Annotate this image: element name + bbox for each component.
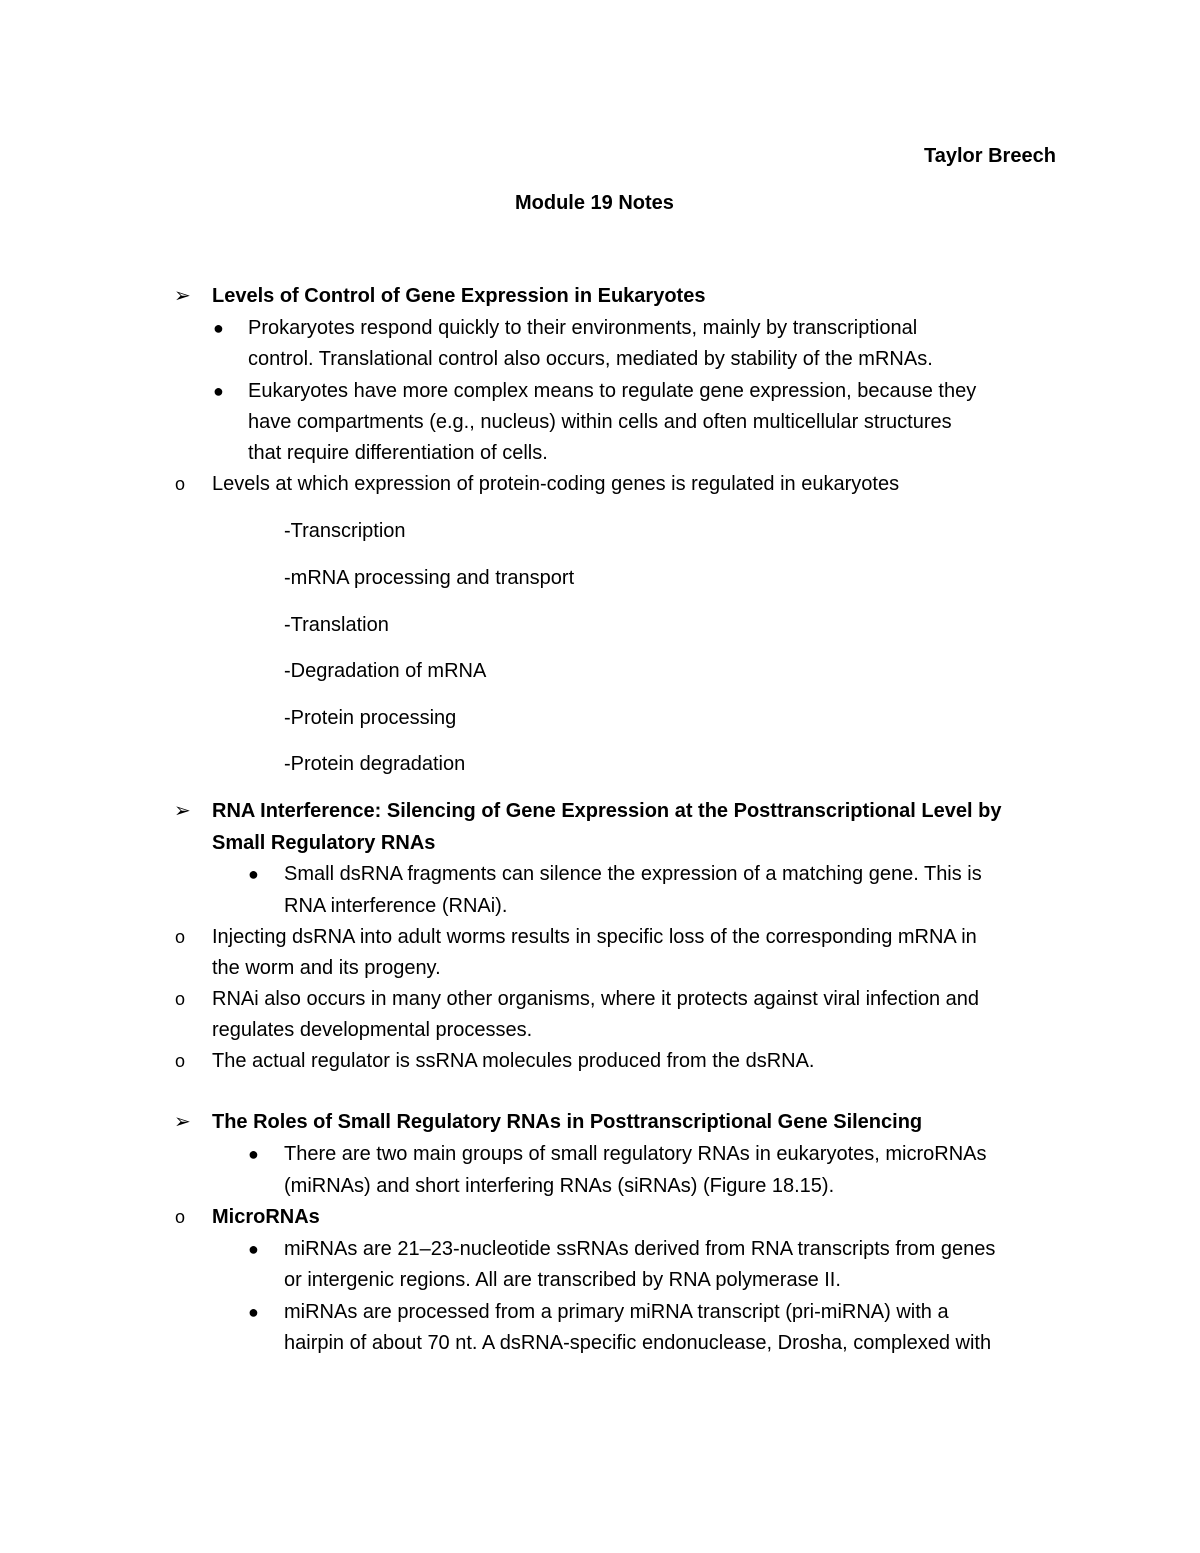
author-name: Taylor Breech — [924, 145, 1056, 167]
bullet-text: (miRNAs) and short interfering RNAs (siRNAs) (Figure 18.15). — [284, 1175, 835, 1197]
bullet-text: control. Translational control also occurs, mediated by stability of the mRNAs. — [248, 348, 933, 370]
bullet-text: or intergenic regions. All are transcribed by RNA polymerase II. — [284, 1269, 841, 1291]
bullet-text: the worm and its progeny. — [212, 957, 441, 979]
sub-heading: Levels at which expression of protein-coding genes is regulated in eukaryotes — [212, 473, 900, 495]
section-heading: Levels of Control of Gene Expression in Eukaryotes — [212, 285, 706, 307]
bullet-text: There are two main groups of small regulatory RNAs in eukaryotes, microRNAs — [284, 1143, 987, 1165]
section-heading: The Roles of Small Regulatory RNAs in Posttranscriptional Gene Silencing — [212, 1111, 923, 1133]
page-title: Module 19 Notes — [515, 192, 674, 214]
dot-bullet-icon: ● — [213, 318, 224, 338]
bullet-text: Small dsRNA fragments can silence the expression of a matching gene. This is — [284, 863, 982, 885]
dot-bullet-icon: ● — [248, 1144, 259, 1164]
level-item: -Protein degradation — [284, 753, 466, 775]
bullet-text: RNA interference (RNAi). — [284, 895, 508, 917]
bullet-text: RNAi also occurs in many other organisms, where it protects against viral infection and — [212, 988, 980, 1010]
bullet-text: have compartments (e.g., nucleus) within cells and often multicellular structures — [248, 411, 952, 433]
circle-bullet-icon: o — [175, 989, 186, 1009]
bullet-text: miRNAs are processed from a primary miRNA transcript (pri-miRNA) with a — [284, 1301, 949, 1323]
arrow-bullet-icon: ➢ — [174, 800, 191, 822]
bullet-text: hairpin of about 70 nt. A dsRNA-specific endonuclease, Drosha, complexed with — [284, 1332, 992, 1354]
level-item: -Translation — [284, 614, 389, 636]
circle-bullet-icon: o — [175, 474, 186, 494]
level-item: -Degradation of mRNA — [284, 660, 487, 682]
level-item: -mRNA processing and transport — [284, 567, 575, 589]
section-heading: Small Regulatory RNAs — [212, 832, 436, 854]
circle-bullet-icon: o — [175, 1051, 186, 1071]
circle-bullet-icon: o — [175, 927, 186, 947]
bullet-text: Injecting dsRNA into adult worms results in specific loss of the corresponding mRNA in — [212, 926, 977, 948]
level-item: -Transcription — [284, 520, 406, 542]
dot-bullet-icon: ● — [248, 1302, 259, 1322]
bullet-text: miRNAs are 21–23-nucleotide ssRNAs derived from RNA transcripts from genes — [284, 1238, 996, 1260]
section-heading: RNA Interference: Silencing of Gene Expression at the Posttranscriptional Level by — [212, 800, 1002, 822]
bullet-text: that require differentiation of cells. — [248, 442, 548, 464]
dot-bullet-icon: ● — [213, 381, 224, 401]
dot-bullet-icon: ● — [248, 1239, 259, 1259]
arrow-bullet-icon: ➢ — [174, 1111, 191, 1133]
level-item: -Protein processing — [284, 707, 457, 729]
sub-heading: MicroRNAs — [212, 1206, 320, 1228]
bullet-text: Eukaryotes have more complex means to regulate gene expression, because they — [248, 380, 977, 402]
bullet-text: regulates developmental processes. — [212, 1019, 533, 1041]
arrow-bullet-icon: ➢ — [174, 285, 191, 307]
bullet-text: Prokaryotes respond quickly to their environments, mainly by transcriptional — [248, 317, 918, 339]
dot-bullet-icon: ● — [248, 864, 259, 884]
bullet-text: The actual regulator is ssRNA molecules produced from the dsRNA. — [212, 1050, 815, 1072]
circle-bullet-icon: o — [175, 1207, 186, 1227]
